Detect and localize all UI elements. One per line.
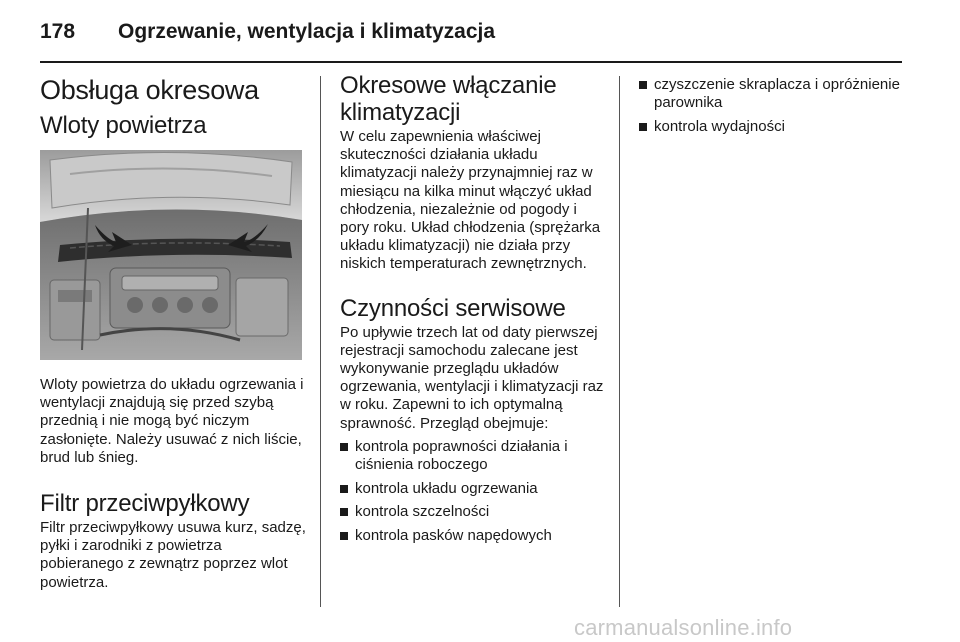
- service-list: [340, 438, 608, 546]
- pollen-filter-paragraph: Filtr przeciwpyłkowy usuwa kurz, sadzę, pyłki i zarodniki z powietrza pobieranego z zewnątrz poprzez wlot powietrza.: [40, 519, 306, 591]
- service-list-continued: [639, 76, 901, 136]
- list-item: kontrola pasków napędowych: [340, 527, 608, 545]
- page-number: 178: [40, 20, 76, 43]
- heading-air-intakes: Wloty powietrza: [40, 112, 207, 139]
- engine-bay-photo: [40, 150, 302, 360]
- column-3: [639, 72, 901, 142]
- air-intake-paragraph: Wloty powietrza do układu ogrzewania i wentylacji znajdują się przed szybą przednią i nie mogą być niczym zasłonięte. Należy usuwać z nich liście, brud lub śnieg.: [40, 376, 304, 466]
- heading-ac-periodic: Okresowe włączanie klimatyzacji: [340, 72, 557, 126]
- heading-pollen-filter: Filtr przeciwpyłkowy: [40, 490, 250, 518]
- list-item: kontrola układu ogrzewania: [340, 480, 608, 498]
- column-2: [340, 72, 608, 551]
- ac-paragraph: W celu zapewnienia właściwej skuteczności działania układu klimatyzacji należy przynajmniej raz w miesiącu na kilka minut włączyć układ chłodzenia, niezależnie od pogody i pory roku. Układ chłodzenia (sprężarka układu klimatyzacji) nie działa przy niskich temperaturach zewnętrznych.: [340, 128, 601, 273]
- watermark: carmanualsonline.info: [574, 615, 793, 640]
- header-rule: [40, 61, 902, 63]
- column-divider: [320, 76, 321, 607]
- heading-service: Czynności serwisowe: [340, 294, 566, 322]
- list-item: kontrola wydajności: [639, 118, 901, 136]
- column-1: [40, 72, 306, 592]
- list-item: czyszczenie skraplacza i opróżnienie parownika: [639, 76, 901, 112]
- chapter-title: Ogrzewanie, wentylacja i klimatyzacja: [118, 20, 496, 43]
- column-divider: [619, 76, 620, 607]
- section-heading-maintenance: Obsługa okresowa: [40, 75, 259, 105]
- list-item: kontrola poprawności działania i ciśnienia roboczego: [340, 438, 608, 474]
- list-item: kontrola szczelności: [340, 503, 608, 521]
- service-paragraph: Po upływie trzech lat od daty pierwszej rejestracji samochodu zalecane jest wykonywanie przeglądu układów ogrzewania, wentylacji i klimatyzacji raz w roku. Zapewni to ich optymalną sprawność. Przegląd obejmuje:: [340, 323, 604, 432]
